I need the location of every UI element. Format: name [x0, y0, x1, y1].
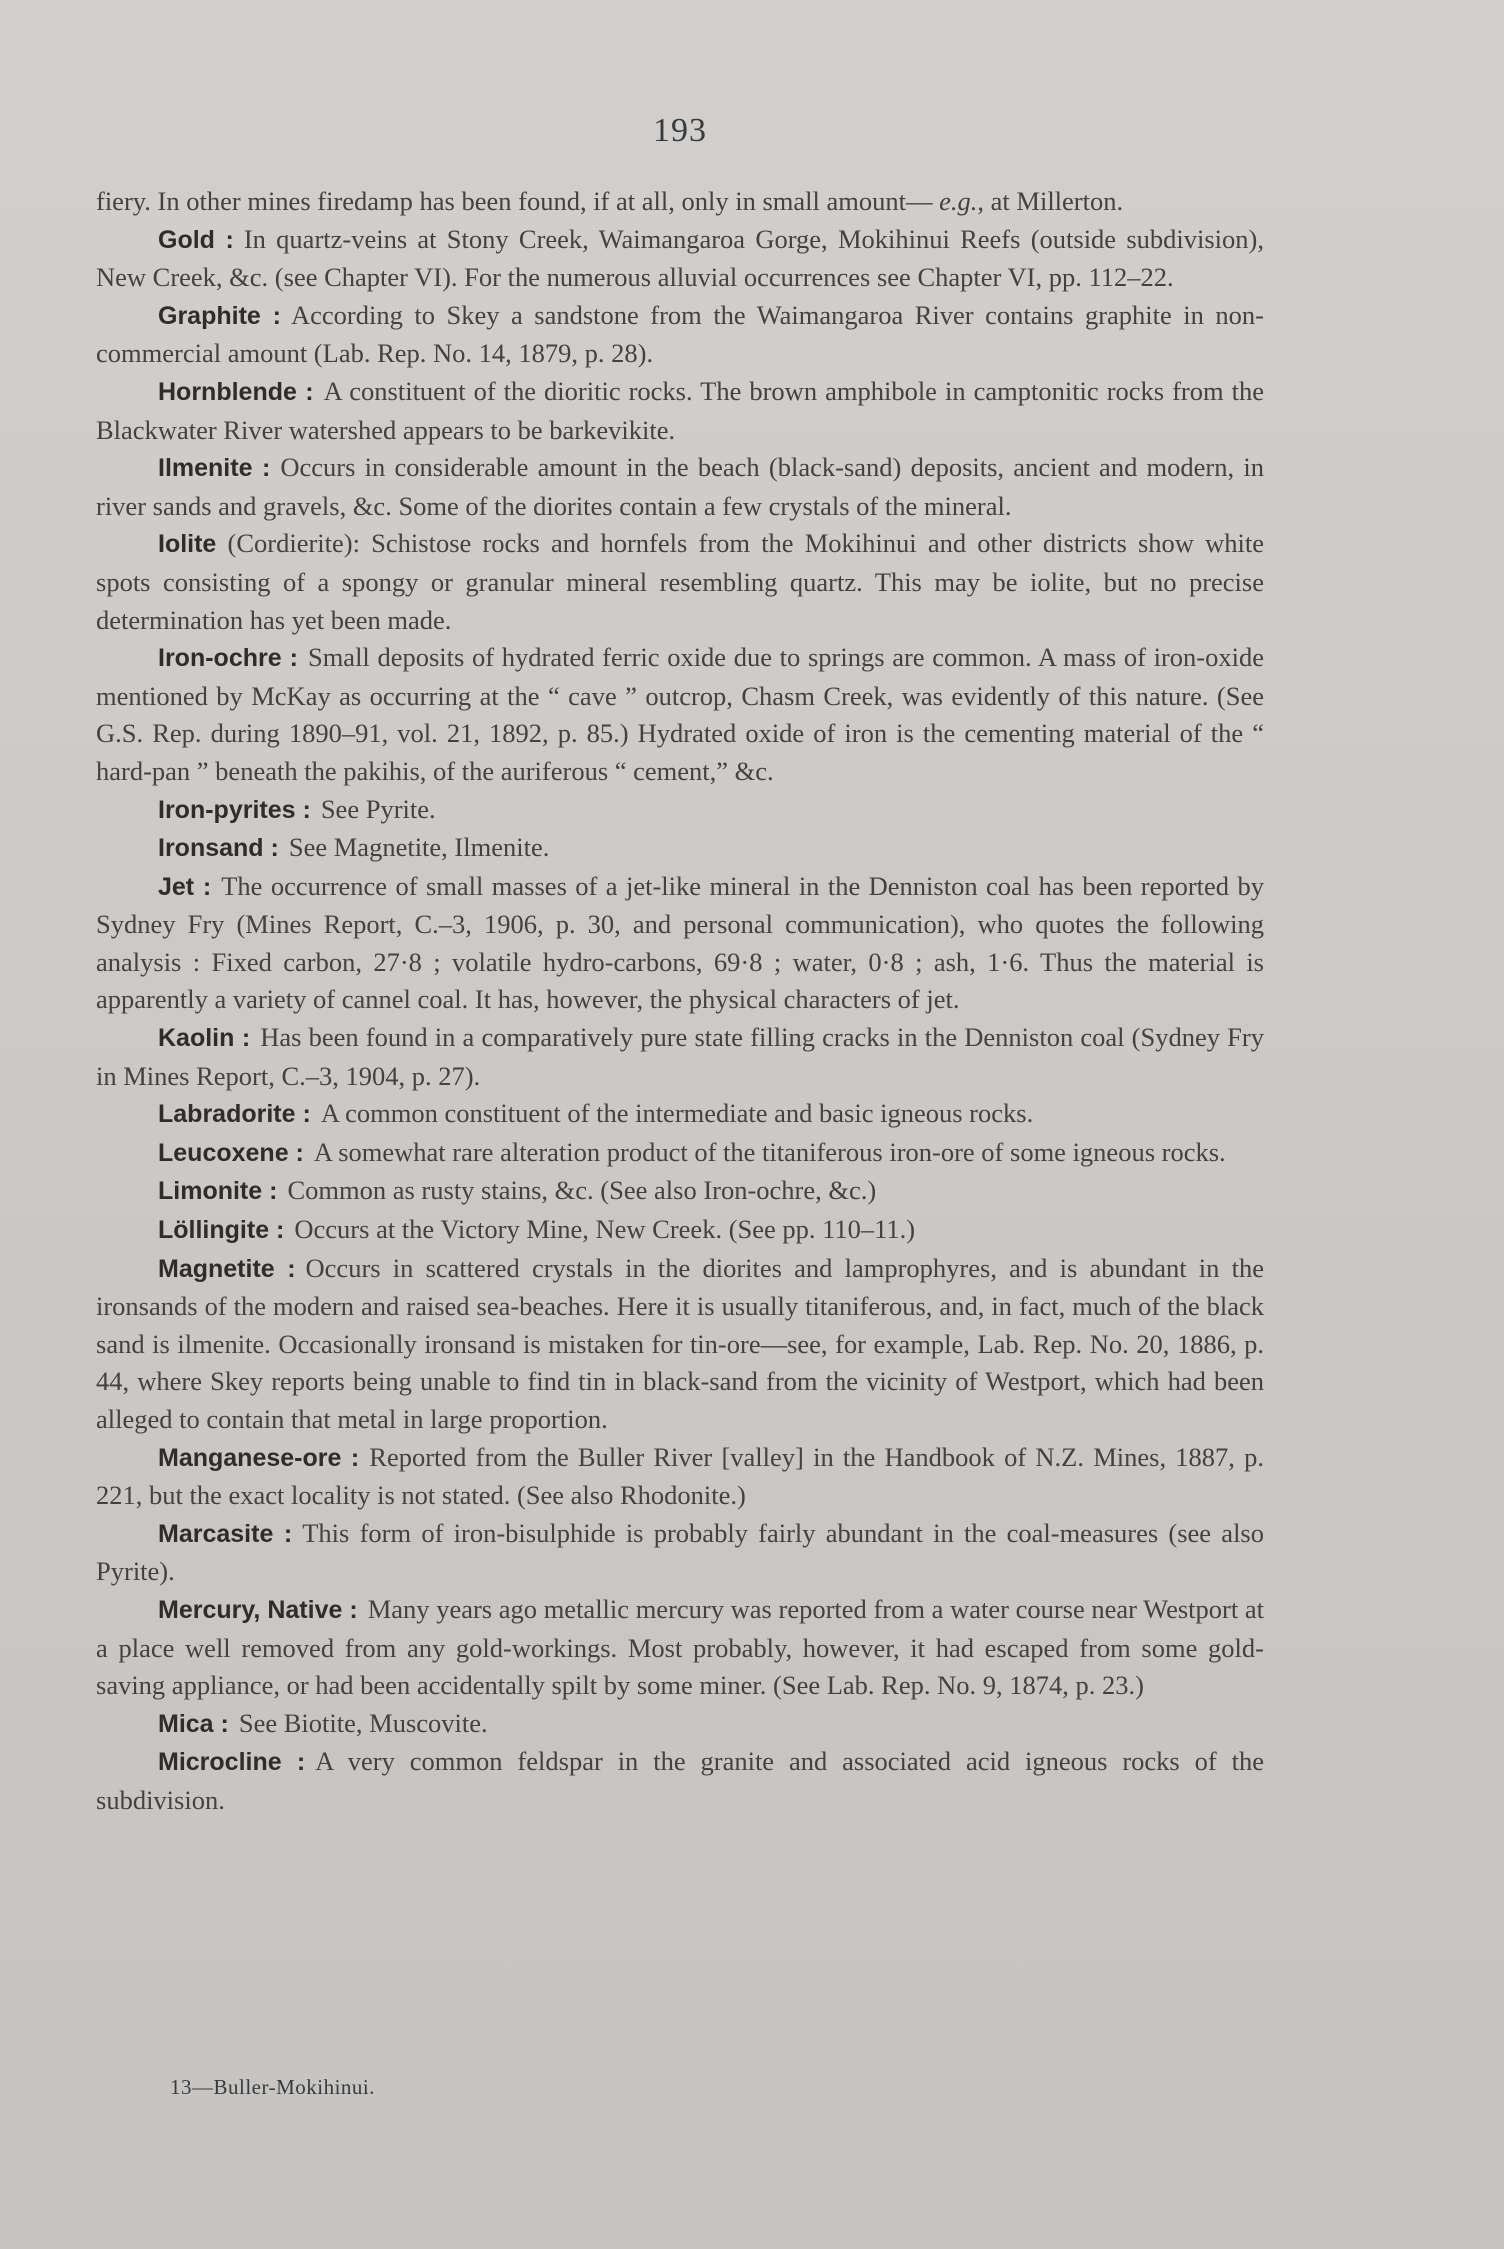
mineral-term: Marcasite: [158, 1519, 274, 1548]
mineral-entries: [96, 221, 1264, 1820]
term-colon: :: [262, 1177, 278, 1206]
mineral-entry: [96, 1743, 1264, 1819]
term-colon: :: [341, 1443, 360, 1472]
mineral-description: Common as rusty stains, &c. (See also Iron-ochre, &c.): [287, 1175, 877, 1206]
mineral-description: According to Skey a sandstone from the Waimangaroa River contains graphite in non-commercial amount (Lab. Rep. No. 14, 1879, p. 28).: [96, 299, 1264, 369]
mineral-term: Iron-ochre: [158, 644, 282, 673]
mineral-term: Gold: [158, 225, 215, 254]
mineral-description: Occurs at the Victory Mine, New Creek. (See pp. 110–11.): [294, 1214, 916, 1245]
term-colon: :: [295, 795, 311, 824]
mineral-term: Hornblende: [158, 377, 297, 406]
term-colon: :: [281, 1748, 306, 1777]
mineral-description: A very common feldspar in the granite and associated acid igneous rocks of the subdivision.: [96, 1746, 1264, 1815]
mineral-term: Iron-pyrites: [158, 795, 296, 824]
mineral-description: See Pyrite.: [320, 793, 436, 824]
mineral-term: Jet: [158, 872, 195, 901]
mineral-entry: [96, 1515, 1264, 1591]
term-colon: :: [234, 1024, 251, 1053]
mineral-description: Many years ago metallic mercury was reported from a water course near Westport at a place well removed from any gold-workings. Most probably, however, it had escaped from some gold-saving appliance, or had been accidentally spilt by some miner. (See Lab. Rep. No. 9, 1874, p. 23.): [96, 1593, 1264, 1701]
term-colon: :: [194, 872, 212, 901]
lead-paragraph: [96, 183, 1264, 221]
mineral-entry: [96, 639, 1264, 790]
mineral-description: Has been found in a comparatively pure state filling cracks in the Denniston coal (Sydney Fry in Mines Report, C.–3, 1904, p. 27).: [96, 1022, 1264, 1091]
mineral-term: Magnetite: [158, 1254, 275, 1283]
mineral-term: Iolite: [158, 530, 217, 559]
term-colon: :: [252, 454, 271, 483]
mineral-term: Löllingite: [158, 1216, 270, 1245]
term-colon: :: [296, 377, 314, 406]
term-colon: :: [214, 225, 234, 254]
mineral-entry: [96, 1211, 1264, 1250]
mineral-description: A somewhat rare alteration product of the titaniferous iron-ore of some igneous rocks.: [313, 1136, 1226, 1167]
mineral-term: Leucoxene: [158, 1138, 289, 1167]
mineral-description: Occurs in scattered crystals in the diorites and lamprophyres, and is abundant in the ironsands of the modern and raised sea-beaches. Here it is usually titaniferous, and, in fact, much of the black sand is ilmenite. Occasionally ironsand is mistaken for tin-ore—see, for example, Lab. Rep. No. 20, 1886, p. 44, where Skey reports being unable to find tin in black-sand from the vicinity of Westport, which had been alleged to contain that metal in large proportion.: [96, 1252, 1264, 1434]
lead-paragraph-continuation: , at Millerton.: [977, 186, 1124, 216]
mineral-term: Graphite: [158, 301, 261, 330]
mineral-description: The occurrence of small masses of a jet-like mineral in the Denniston coal has been reported by Sydney Fry (Mines Report, C.–3, 1906, p. 30, and personal communication), who quotes the following analysis : Fixed carbon, 27·8 ; volatile hydro-carbons, 69·8 ; water, 0·8 ; ash, 1·6. Thus the material is apparently a variety of cannel coal. It has, however, the physical characters of jet.: [96, 870, 1264, 1015]
mineral-entry: [96, 1705, 1264, 1744]
page-number: 193: [653, 112, 707, 149]
mineral-entry: [96, 221, 1264, 297]
term-colon: :: [281, 644, 298, 673]
term-colon: :: [213, 1709, 229, 1738]
mineral-description: This form of iron-bisulphide is probably fairly abundant in the coal-measures (see also Pyrite).: [96, 1517, 1264, 1587]
lead-paragraph-text: fiery. In other mines firedamp has been found, if at all, only in small amount—: [96, 186, 933, 216]
mineral-term: Limonite: [158, 1177, 263, 1206]
mineral-entry: [96, 1134, 1264, 1173]
term-colon: :: [295, 1100, 311, 1129]
mineral-entry: [96, 1439, 1264, 1515]
mineral-term: Manganese-ore: [158, 1443, 342, 1472]
body-text: [96, 183, 1264, 1820]
mineral-description: Reported from the Buller River [valley] in the Handbook of N.Z. Mines, 1887, p. 221, but the exact locality is not stated. (See also Rhodonite.): [96, 1441, 1264, 1511]
mineral-entry: [96, 829, 1264, 868]
mineral-description: In quartz-veins at Stony Creek, Waimangaroa Gorge, Mokihinui Reefs (outside subdivision), New Creek, &c. (see Chapter VI). For the numerous alluvial occurrences see Chapter VI, pp. 112–22.: [96, 223, 1264, 293]
mineral-entry: [96, 791, 1264, 830]
mineral-description: A common constituent of the intermediate and basic igneous rocks.: [320, 1098, 1034, 1129]
mineral-term: Mercury, Native: [158, 1595, 343, 1624]
lead-paragraph-italic: e.g.: [939, 186, 978, 216]
mineral-term: Ironsand: [158, 834, 264, 863]
term-colon: :: [274, 1254, 296, 1283]
mineral-entry: [96, 297, 1264, 373]
mineral-description: See Biotite, Muscovite.: [238, 1707, 488, 1738]
term-colon: :: [273, 1519, 293, 1548]
footer-signature: 13—Buller-Mokihinui.: [170, 2075, 375, 2099]
term-colon: :: [342, 1595, 358, 1624]
mineral-description: (Cordierite): Schistose rocks and hornfels from the Mokihinui and other districts show white spots consisting of a spongy or granular mineral resembling quartz. This may be iolite, but no precise determination has yet been made.: [96, 528, 1265, 635]
term-colon: :: [288, 1138, 304, 1167]
mineral-term: Ilmenite: [158, 454, 253, 483]
mineral-description: Occurs in considerable amount in the beach (black-sand) deposits, ancient and modern, in river sands and gravels, &c. Some of the diorites contain a few crystals of the mineral.: [96, 452, 1264, 521]
mineral-entry: [96, 1250, 1264, 1439]
term-colon: :: [269, 1216, 285, 1245]
mineral-entry: [96, 525, 1264, 639]
mineral-entry: [96, 373, 1264, 449]
mineral-entry: [96, 449, 1264, 525]
term-colon: :: [260, 301, 281, 330]
mineral-description: Small deposits of hydrated ferric oxide due to springs are common. A mass of iron-oxide mentioned by McKay as occurring at the “ cave ” outcrop, Chasm Creek, was evidently of this nature. (See G.S. Rep. during 1890–91, vol. 21, 1892, p. 85.) Hydrated oxide of iron is the cementing material of the “ hard-pan ” beneath the pakihis, of the auriferous “ cement,” &c.: [96, 642, 1264, 786]
mineral-entry: [96, 1172, 1264, 1211]
mineral-entry: [96, 1019, 1264, 1095]
mineral-entry: [96, 1095, 1264, 1134]
term-colon: :: [263, 834, 279, 863]
mineral-term: Labradorite: [158, 1100, 296, 1129]
mineral-entry: [96, 1591, 1264, 1705]
mineral-description: A constituent of the dioritic rocks. The brown amphibole in camptonitic rocks from the Blackwater River watershed appears to be barkevikite.: [96, 375, 1265, 445]
mineral-term: Kaolin: [158, 1024, 235, 1053]
mineral-entry: [96, 868, 1264, 1019]
mineral-term: Mica: [158, 1709, 214, 1738]
mineral-term: Microcline: [158, 1748, 282, 1777]
mineral-description: See Magnetite, Ilmenite.: [288, 832, 550, 863]
